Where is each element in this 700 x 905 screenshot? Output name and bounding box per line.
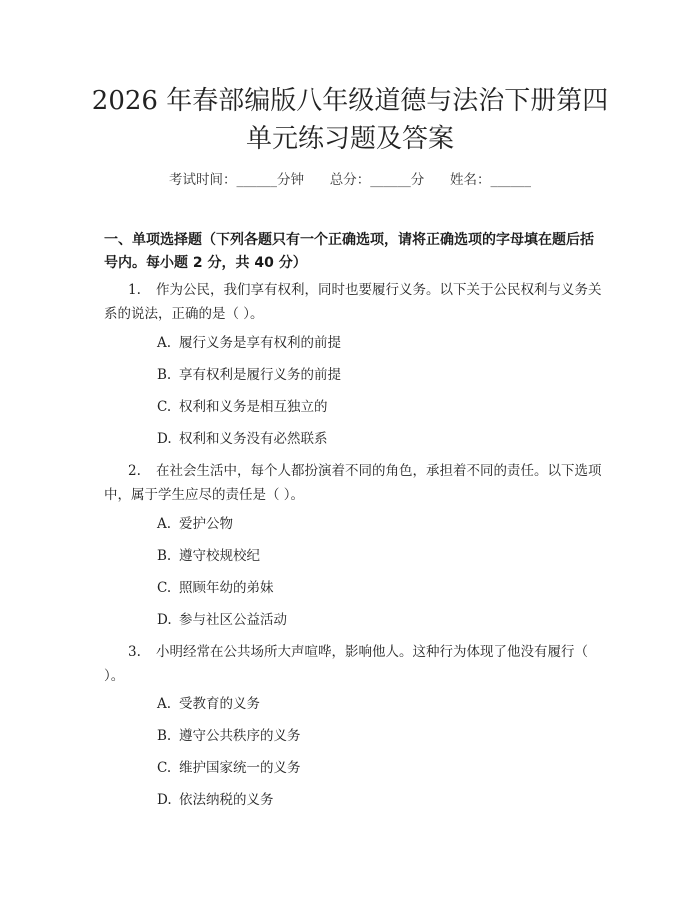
section-heading: 一、单项选择题（下列各题只有一个正确选项，请将正确选项的字母填在题后括号内。每小题 2 分，共 40 分） (104, 232, 594, 271)
option-2c: C. 照顾年幼的弟妹 (157, 580, 274, 596)
question-number: 3. (128, 644, 141, 660)
question-number: 2. (128, 463, 141, 479)
option-3d: D. 依法纳税的义务 (157, 792, 274, 808)
option-1d: D. 权利和义务没有必然联系 (157, 431, 328, 447)
option-3b: B. 遵守公共秩序的义务 (157, 728, 301, 744)
option-3c: C. 维护国家统一的义务 (157, 760, 301, 776)
question-text: 作为公民，我们享有权利，同时也要履行义务。以下关于公民权利与义务关系的说法，正确的是（ ）。 (104, 282, 602, 322)
title-line-1: 2026 年春部编版八年级道德与法治下册第四 (91, 86, 609, 116)
question-text: 在社会生活中，每个人都扮演着不同的角色，承担着不同的责任。以下选项中，属于学生应尽的责任是（ ）。 (104, 463, 602, 503)
document-title (0, 82, 700, 158)
option-2d: D. 参与社区公益活动 (157, 612, 287, 628)
exam-meta-line: 考试时间：______分钟 总分：______分 姓名：______ (169, 172, 531, 188)
question-3 (104, 640, 604, 688)
option-1c: C. 权利和义务是相互独立的 (157, 399, 328, 415)
option-3a: A. 受教育的义务 (157, 696, 260, 712)
question-1 (104, 278, 604, 326)
question-number: 1. (128, 282, 141, 298)
question-text: 小明经常在公共场所大声喧哗，影响他人。这种行为体现了他没有履行（ ）。 (104, 644, 588, 684)
option-2a: A. 爱护公物 (157, 516, 233, 532)
option-1a: A. 履行义务是享有权利的前提 (157, 335, 341, 351)
option-2b: B. 遵守校规校纪 (157, 548, 260, 564)
option-1b: B. 享有权利是履行义务的前提 (157, 367, 341, 383)
title-line-2: 单元练习题及答案 (245, 124, 454, 154)
question-2 (104, 459, 604, 507)
